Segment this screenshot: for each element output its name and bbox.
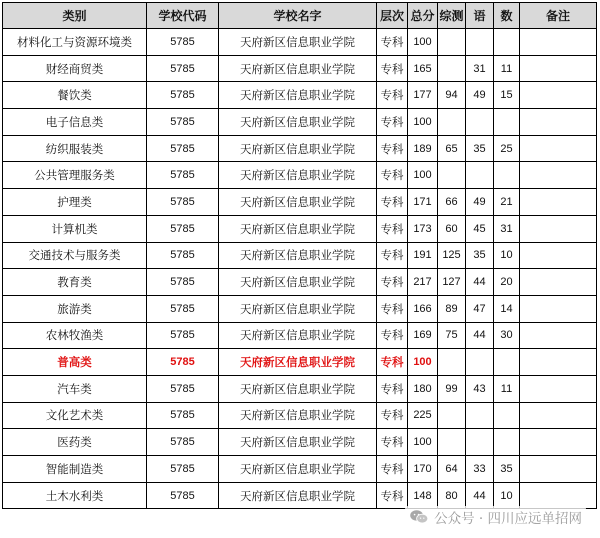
math-score-cell: 31 [494, 215, 520, 242]
table-row [3, 109, 597, 136]
total-score-cell: 100 [408, 162, 438, 189]
level-cell: 专科 [377, 269, 408, 296]
note-cell [520, 29, 597, 56]
total-score-cell: 100 [408, 29, 438, 56]
table-row [3, 402, 597, 429]
table-row [3, 429, 597, 456]
level-cell: 专科 [377, 82, 408, 109]
header-chinese: 语 [466, 3, 494, 29]
school-name-cell: 天府新区信息职业学院 [219, 82, 377, 109]
note-cell [520, 402, 597, 429]
school-name-cell: 天府新区信息职业学院 [219, 29, 377, 56]
math-score-cell [494, 349, 520, 376]
school-code-cell: 5785 [147, 429, 219, 456]
level-cell: 专科 [377, 29, 408, 56]
school-name-cell: 天府新区信息职业学院 [219, 269, 377, 296]
zongce-score-cell: 64 [438, 456, 466, 483]
category-cell: 财经商贸类 [3, 55, 147, 82]
math-score-cell: 35 [494, 456, 520, 483]
school-name-cell: 天府新区信息职业学院 [219, 322, 377, 349]
zongce-score-cell [438, 429, 466, 456]
math-score-cell: 10 [494, 482, 520, 509]
chinese-score-cell [466, 109, 494, 136]
school-name-cell: 天府新区信息职业学院 [219, 349, 377, 376]
total-score-cell: 100 [408, 349, 438, 376]
note-cell [520, 269, 597, 296]
school-code-cell: 5785 [147, 402, 219, 429]
zongce-score-cell: 80 [438, 482, 466, 509]
total-score-cell: 189 [408, 135, 438, 162]
total-score-cell: 165 [408, 55, 438, 82]
level-cell: 专科 [377, 162, 408, 189]
zongce-score-cell: 60 [438, 215, 466, 242]
note-cell [520, 55, 597, 82]
note-cell [520, 135, 597, 162]
category-cell: 农林牧渔类 [3, 322, 147, 349]
school-code-cell: 5785 [147, 322, 219, 349]
math-score-cell: 20 [494, 269, 520, 296]
category-cell: 计算机类 [3, 215, 147, 242]
total-score-cell: 100 [408, 429, 438, 456]
wechat-icon [409, 509, 429, 525]
math-score-cell: 10 [494, 242, 520, 269]
zongce-score-cell [438, 162, 466, 189]
category-cell: 护理类 [3, 189, 147, 216]
table-row [3, 189, 597, 216]
chinese-score-cell: 35 [466, 135, 494, 162]
total-score-cell: 170 [408, 456, 438, 483]
level-cell: 专科 [377, 456, 408, 483]
school-code-cell: 5785 [147, 109, 219, 136]
school-code-cell: 5785 [147, 242, 219, 269]
school-name-cell: 天府新区信息职业学院 [219, 482, 377, 509]
header-category: 类别 [3, 3, 147, 29]
zongce-score-cell [438, 29, 466, 56]
school-name-cell: 天府新区信息职业学院 [219, 162, 377, 189]
total-score-cell: 171 [408, 189, 438, 216]
level-cell: 专科 [377, 215, 408, 242]
category-cell: 餐饮类 [3, 82, 147, 109]
category-cell: 公共管理服务类 [3, 162, 147, 189]
total-score-cell: 217 [408, 269, 438, 296]
table-row [3, 215, 597, 242]
math-score-cell: 21 [494, 189, 520, 216]
school-name-cell: 天府新区信息职业学院 [219, 295, 377, 322]
total-score-cell: 100 [408, 109, 438, 136]
school-name-cell: 天府新区信息职业学院 [219, 135, 377, 162]
table-row [3, 269, 597, 296]
zongce-score-cell: 89 [438, 295, 466, 322]
category-cell: 纺织服装类 [3, 135, 147, 162]
math-score-cell [494, 402, 520, 429]
zongce-score-cell [438, 349, 466, 376]
chinese-score-cell: 31 [466, 55, 494, 82]
chinese-score-cell [466, 429, 494, 456]
level-cell: 专科 [377, 322, 408, 349]
admission-score-table [2, 2, 597, 509]
chinese-score-cell: 47 [466, 295, 494, 322]
note-cell [520, 375, 597, 402]
header-total: 总分 [408, 3, 438, 29]
school-code-cell: 5785 [147, 482, 219, 509]
watermark-text: 公众号 · 四川应远单招网 [434, 511, 582, 527]
table-row [3, 242, 597, 269]
header-note: 备注 [520, 3, 597, 29]
level-cell: 专科 [377, 55, 408, 82]
total-score-cell: 180 [408, 375, 438, 402]
category-cell: 土木水利类 [3, 482, 147, 509]
chinese-score-cell: 35 [466, 242, 494, 269]
math-score-cell: 11 [494, 55, 520, 82]
note-cell [520, 189, 597, 216]
total-score-cell: 225 [408, 402, 438, 429]
chinese-score-cell: 45 [466, 215, 494, 242]
table-row [3, 375, 597, 402]
math-score-cell [494, 109, 520, 136]
table-row [3, 482, 597, 509]
total-score-cell: 177 [408, 82, 438, 109]
zongce-score-cell: 66 [438, 189, 466, 216]
note-cell [520, 322, 597, 349]
table-row [3, 322, 597, 349]
math-score-cell: 11 [494, 375, 520, 402]
level-cell: 专科 [377, 242, 408, 269]
note-cell [520, 429, 597, 456]
school-code-cell: 5785 [147, 55, 219, 82]
zongce-score-cell: 94 [438, 82, 466, 109]
total-score-cell: 148 [408, 482, 438, 509]
level-cell: 专科 [377, 109, 408, 136]
level-cell: 专科 [377, 482, 408, 509]
school-code-cell: 5785 [147, 375, 219, 402]
category-cell: 医药类 [3, 429, 147, 456]
zongce-score-cell [438, 55, 466, 82]
school-name-cell: 天府新区信息职业学院 [219, 456, 377, 483]
category-cell: 材料化工与资源环境类 [3, 29, 147, 56]
total-score-cell: 173 [408, 215, 438, 242]
school-name-cell: 天府新区信息职业学院 [219, 215, 377, 242]
table-row [3, 162, 597, 189]
table-row [3, 82, 597, 109]
school-name-cell: 天府新区信息职业学院 [219, 242, 377, 269]
math-score-cell [494, 429, 520, 456]
math-score-cell: 15 [494, 82, 520, 109]
category-cell: 汽车类 [3, 375, 147, 402]
math-score-cell [494, 162, 520, 189]
math-score-cell [494, 29, 520, 56]
chinese-score-cell [466, 29, 494, 56]
level-cell: 专科 [377, 135, 408, 162]
level-cell: 专科 [377, 189, 408, 216]
level-cell: 专科 [377, 349, 408, 376]
chinese-score-cell [466, 402, 494, 429]
chinese-score-cell [466, 162, 494, 189]
header-zongce: 综测 [438, 3, 466, 29]
total-score-cell: 169 [408, 322, 438, 349]
school-code-cell: 5785 [147, 189, 219, 216]
total-score-cell: 166 [408, 295, 438, 322]
watermark [405, 506, 586, 528]
chinese-score-cell: 33 [466, 456, 494, 483]
note-cell [520, 295, 597, 322]
header-row [3, 3, 597, 29]
chinese-score-cell: 44 [466, 269, 494, 296]
table-row [3, 135, 597, 162]
zongce-score-cell [438, 109, 466, 136]
category-cell: 电子信息类 [3, 109, 147, 136]
category-cell: 普高类 [3, 349, 147, 376]
zongce-score-cell: 75 [438, 322, 466, 349]
zongce-score-cell: 127 [438, 269, 466, 296]
chinese-score-cell [466, 349, 494, 376]
zongce-score-cell: 125 [438, 242, 466, 269]
chinese-score-cell: 43 [466, 375, 494, 402]
category-cell: 教育类 [3, 269, 147, 296]
level-cell: 专科 [377, 375, 408, 402]
school-code-cell: 5785 [147, 135, 219, 162]
table-row [3, 55, 597, 82]
chinese-score-cell: 44 [466, 482, 494, 509]
note-cell [520, 162, 597, 189]
table-row [3, 295, 597, 322]
note-cell [520, 109, 597, 136]
chinese-score-cell: 44 [466, 322, 494, 349]
school-name-cell: 天府新区信息职业学院 [219, 429, 377, 456]
math-score-cell: 30 [494, 322, 520, 349]
school-name-cell: 天府新区信息职业学院 [219, 109, 377, 136]
school-name-cell: 天府新区信息职业学院 [219, 375, 377, 402]
school-code-cell: 5785 [147, 162, 219, 189]
category-cell: 旅游类 [3, 295, 147, 322]
school-name-cell: 天府新区信息职业学院 [219, 402, 377, 429]
school-code-cell: 5785 [147, 349, 219, 376]
note-cell [520, 82, 597, 109]
chinese-score-cell: 49 [466, 82, 494, 109]
school-code-cell: 5785 [147, 82, 219, 109]
school-code-cell: 5785 [147, 269, 219, 296]
zongce-score-cell: 99 [438, 375, 466, 402]
note-cell [520, 349, 597, 376]
table-row [3, 29, 597, 56]
table-row [3, 456, 597, 483]
level-cell: 专科 [377, 295, 408, 322]
note-cell [520, 482, 597, 509]
school-code-cell: 5785 [147, 29, 219, 56]
category-cell: 智能制造类 [3, 456, 147, 483]
total-score-cell: 191 [408, 242, 438, 269]
header-school-name: 学校名字 [219, 3, 377, 29]
school-name-cell: 天府新区信息职业学院 [219, 189, 377, 216]
header-level: 层次 [377, 3, 408, 29]
note-cell [520, 215, 597, 242]
category-cell: 交通技术与服务类 [3, 242, 147, 269]
header-school-code: 学校代码 [147, 3, 219, 29]
school-code-cell: 5785 [147, 215, 219, 242]
school-name-cell: 天府新区信息职业学院 [219, 55, 377, 82]
header-math: 数 [494, 3, 520, 29]
note-cell [520, 456, 597, 483]
math-score-cell: 14 [494, 295, 520, 322]
category-cell: 文化艺术类 [3, 402, 147, 429]
table-row-highlighted [3, 349, 597, 376]
school-code-cell: 5785 [147, 295, 219, 322]
math-score-cell: 25 [494, 135, 520, 162]
chinese-score-cell: 49 [466, 189, 494, 216]
note-cell [520, 242, 597, 269]
school-code-cell: 5785 [147, 456, 219, 483]
zongce-score-cell: 65 [438, 135, 466, 162]
zongce-score-cell [438, 402, 466, 429]
level-cell: 专科 [377, 402, 408, 429]
level-cell: 专科 [377, 429, 408, 456]
